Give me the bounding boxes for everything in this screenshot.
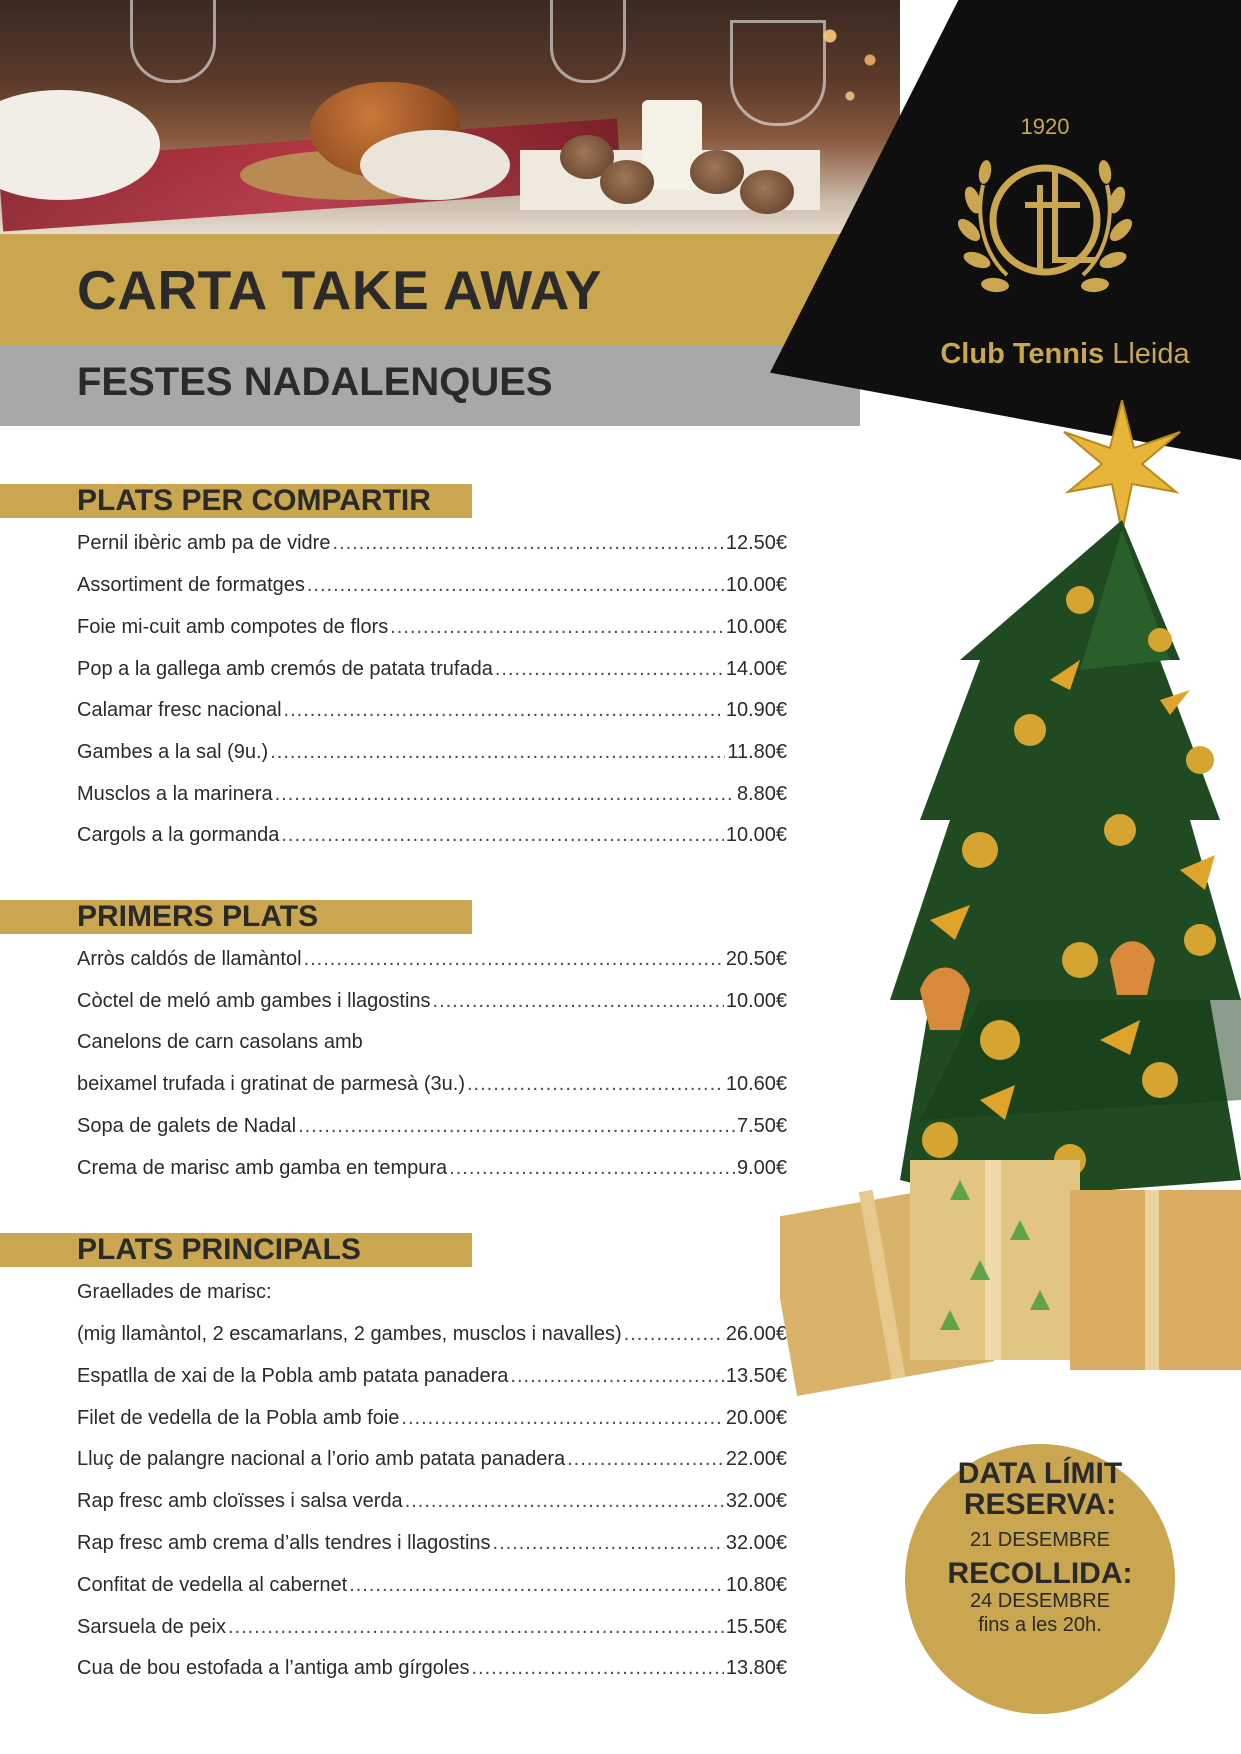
club-name-bold: Club Tennis [940,338,1105,370]
logo-year: 1920 [1020,114,1070,139]
reservation-badge [905,1444,1175,1714]
badge-date1: 21 DESEMBRE [969,1529,1111,1551]
club-name [900,338,1230,371]
menu-item: Arròs caldós de llamàntol ..... 20.50€ [77,948,787,978]
badge-date2: 24 DESEMBRE [969,1590,1111,1612]
menu-item: Pernil ibèric amb pa de vidre ..... 12.50€ [77,532,787,562]
menu-item: Còctel de meló amb gambes i llagostins ..... 10.00€ [77,990,787,1020]
menu-item: beixamel trufada i gratinat de parmesà (3u.) ..... 10.60€ [77,1073,787,1103]
page-title: CARTA TAKE AWAY [77,259,602,321]
section-title-compartir: PLATS PER COMPARTIR [77,484,431,517]
badge-line2: RESERVA: [963,1488,1117,1521]
club-name-light: Lleida [1112,338,1190,370]
menu-item: Cua de bou estofada a l’antiga amb gírgoles ..... 13.80€ [77,1657,787,1687]
menu-item: Crema de marisc amb gamba en tempura ..... 9.00€ [77,1157,787,1187]
menu-item: Cargols a la gormanda ..... 10.00€ [77,824,787,854]
menu-item: Foie mi-cuit amb compotes de flors ..... 10.00€ [77,616,787,646]
menu-item: Rap fresc amb cloïsses i salsa verda ..... 32.00€ [77,1490,787,1520]
menu-item: Rap fresc amb crema d’alls tendres i llagostins ..... 32.00€ [77,1532,787,1562]
menu-item: Sarsuela de peix ..... 15.50€ [77,1616,787,1646]
menu-item: Gambes a la sal (9u.) ..... 11.80€ [77,741,787,771]
menu-item: Graellades de marisc: [77,1281,272,1303]
badge-time: fins a les 20h. [978,1614,1102,1636]
menu-item: Sopa de galets de Nadal ..... 7.50€ [77,1115,787,1145]
menu-item: Confitat de vedella al cabernet ..... 10.80€ [77,1574,787,1604]
menu-item: Filet de vedella de la Pobla amb foie ..... 20.00€ [77,1407,787,1437]
section-title-principals: PLATS PRINCIPALS [77,1233,361,1266]
menu-item: Espatlla de xai de la Pobla amb patata panadera ..... 13.50€ [77,1365,787,1395]
menu-item: Assortiment de formatges ..... 10.00€ [77,574,787,604]
menu-item: Canelons de carn casolans amb [77,1031,363,1053]
christmas-tree-image [780,400,1241,1460]
page-subtitle: FESTES NADALENQUES [77,360,553,404]
menu-item: Pop a la gallega amb cremós de patata trufada ..... 14.00€ [77,658,787,688]
section-title-primers: PRIMERS PLATS [77,900,319,933]
header-photo [0,0,900,234]
menu-item: Musclos a la marinera ..... 8.80€ [77,783,787,813]
club-logo [945,110,1145,320]
badge-line1: DATA LÍMIT [957,1457,1123,1490]
menu-item: Lluç de palangre nacional a l’orio amb patata panadera ..... 22.00€ [77,1448,787,1478]
badge-line3: RECOLLIDA: [947,1557,1133,1590]
menu-item: Calamar fresc nacional ..... 10.90€ [77,699,787,729]
menu-item: (mig llamàntol, 2 escamarlans, 2 gambes, musclos i navalles) ..... 26.00€ [77,1323,787,1353]
